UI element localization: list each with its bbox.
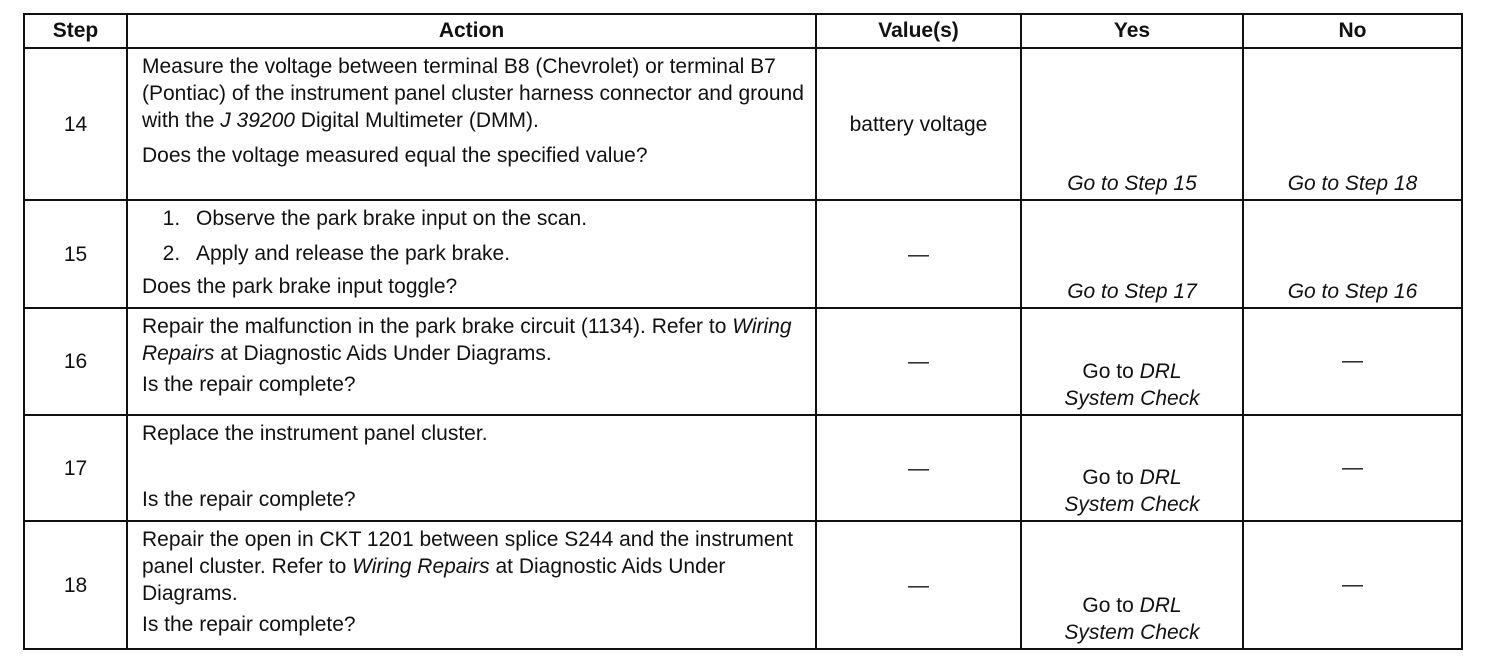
header-row	[24, 14, 1462, 48]
action-cell	[127, 200, 816, 308]
table-row	[24, 415, 1462, 521]
action-text: Repair the open in CKT 1201 between splice S244 and the instrument panel cluster. Refer to Wiring Repairs at Diagnostic Aids Under Diagrams.	[142, 528, 794, 605]
no-cell: —	[1243, 521, 1462, 649]
action-cell	[127, 415, 816, 521]
table-row	[24, 200, 1462, 308]
header-values: Value(s)	[816, 14, 1021, 48]
action-text: Repair the malfunction in the park brake circuit (1134). Refer to Wiring Repairs at Diagnostic Aids Under Diagrams.	[142, 315, 792, 365]
value-cell: battery voltage	[816, 48, 1021, 200]
wiring-repairs-ref: Wiring Repairs	[352, 555, 490, 578]
no-link: Go to Step 16	[1287, 280, 1418, 303]
value-cell: —	[816, 415, 1021, 521]
table-row	[24, 521, 1462, 649]
action-question: Is the repair complete?	[142, 488, 356, 511]
action-cell	[127, 521, 816, 649]
step-number: 14	[24, 48, 127, 200]
action-question: Does the park brake input toggle?	[142, 275, 458, 298]
step-number: 16	[24, 308, 127, 415]
yes-cell	[1021, 200, 1243, 308]
action-steps-list	[142, 205, 807, 267]
action-question: Does the voltage measured equal the specified value?	[142, 144, 648, 167]
yes-cell: Go to DRL System Check	[1021, 521, 1243, 649]
no-cell	[1243, 48, 1462, 200]
yes-cell: Go to DRL System Check	[1021, 415, 1243, 521]
yes-link: Go to Step 15	[1067, 172, 1197, 195]
table-row	[24, 308, 1462, 415]
value-cell: —	[816, 200, 1021, 308]
action-question: Is the repair complete?	[142, 373, 356, 396]
header-yes: Yes	[1021, 14, 1243, 48]
step-number: 15	[24, 200, 127, 308]
no-cell: —	[1243, 308, 1462, 415]
yes-cell: Go to DRL System Check	[1021, 308, 1243, 415]
no-link: Go to Step 18	[1287, 172, 1418, 195]
action-cell	[127, 308, 816, 415]
list-item: 1. Observe the park brake input on the scan.	[186, 205, 807, 232]
action-text: Replace the instrument panel cluster.	[142, 422, 488, 445]
wiring-repairs-ref: Wiring Repairs	[142, 315, 792, 365]
diagnostic-table	[23, 13, 1463, 650]
value-cell: —	[816, 308, 1021, 415]
yes-cell	[1021, 48, 1243, 200]
table-row	[24, 48, 1462, 200]
value-cell: —	[816, 521, 1021, 649]
list-item: 2. Apply and release the park brake.	[186, 240, 807, 267]
header-no: No	[1243, 14, 1462, 48]
no-cell	[1243, 200, 1462, 308]
header-step: Step	[24, 14, 127, 48]
action-text: Measure the voltage between terminal B8 (Chevrolet) or terminal B7 (Pontiac) of the instrument panel cluster harness connector and ground with the J 39200 Digital Multimeter (DMM).	[142, 55, 804, 132]
tool-ref: J 39200	[220, 109, 295, 132]
step-number: 17	[24, 415, 127, 521]
action-question: Is the repair complete?	[142, 613, 356, 636]
action-cell	[127, 48, 816, 200]
no-cell: —	[1243, 415, 1462, 521]
header-action: Action	[127, 14, 816, 48]
step-number: 18	[24, 521, 127, 649]
yes-link: Go to Step 17	[1067, 280, 1197, 303]
